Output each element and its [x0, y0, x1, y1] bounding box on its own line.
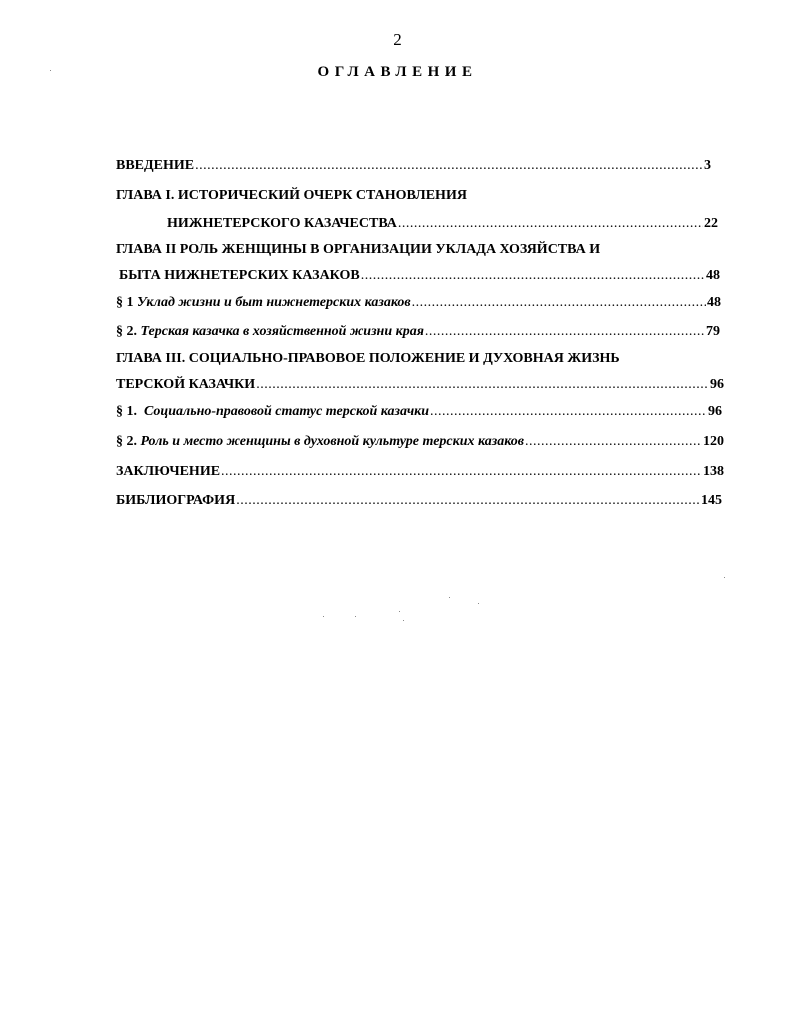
- toc-entry-page: 48: [707, 295, 721, 310]
- toc-entry-page: 120: [703, 434, 724, 449]
- page-title: ОГЛАВЛЕНИЕ: [317, 64, 478, 80]
- dot-leader: [256, 377, 709, 393]
- toc-entry-page: 96: [710, 377, 724, 392]
- dot-leader: [236, 493, 700, 509]
- scan-speck: [403, 620, 404, 621]
- toc-entry-chapter1-line2: [167, 216, 718, 232]
- dot-leader: [430, 404, 707, 420]
- toc-entry-label: ВВЕДЕНИЕ: [116, 158, 195, 173]
- dot-leader: [398, 216, 703, 232]
- toc-entry-section: [116, 404, 722, 420]
- toc-entry-label: БЫТА НИЖНЕТЕРСКИХ КАЗАКОВ: [119, 268, 360, 283]
- toc-entry-intro: [116, 158, 711, 174]
- toc-entry-chapter3-line1: ГЛАВА III. СОЦИАЛЬНО-ПРАВОВОЕ ПОЛОЖЕНИЕ И ДУХОВНАЯ ЖИЗНЬ: [116, 351, 620, 366]
- toc-entry-page: 96: [708, 404, 722, 419]
- section-number: § 2.: [116, 434, 137, 449]
- scan-speck: [355, 616, 356, 617]
- toc-entry-page: 3: [704, 158, 711, 173]
- toc-entry-chapter3-line2: [116, 377, 724, 393]
- toc-entry-section: [116, 434, 724, 450]
- dot-leader: [195, 158, 703, 174]
- toc-entry-page: 145: [701, 493, 722, 508]
- toc-entry-section: [116, 324, 720, 340]
- toc-entry-label: БИБЛИОГРАФИЯ: [116, 493, 236, 508]
- toc-entry-bibliography: [116, 493, 722, 509]
- toc-entry-chapter2-line1: ГЛАВА II РОЛЬ ЖЕНЩИНЫ В ОРГАНИЗАЦИИ УКЛАДА ХОЗЯЙСТВА И: [116, 242, 601, 257]
- toc-entry-page: 22: [704, 216, 718, 231]
- toc-entry-page: 79: [706, 324, 720, 339]
- toc-entry-page: 138: [703, 464, 724, 479]
- dot-leader: [412, 295, 706, 311]
- scan-speck: [478, 603, 479, 604]
- section-number: § 1.: [116, 404, 137, 419]
- section-number: § 2.: [116, 324, 137, 339]
- toc-entry-label: НИЖНЕТЕРСКОГО КАЗАЧЕСТВА: [167, 216, 397, 231]
- toc-entry-conclusion: [116, 464, 724, 480]
- section-title: Терская казачка в хозяйственной жизни края: [140, 324, 424, 339]
- dot-leader: [361, 268, 705, 284]
- toc-entry-chapter1-line1: ГЛАВА I. ИСТОРИЧЕСКИЙ ОЧЕРК СТАНОВЛЕНИЯ: [116, 188, 467, 203]
- scan-speck: [323, 616, 324, 617]
- dot-leader: [525, 434, 702, 450]
- scan-speck: [449, 597, 450, 598]
- section-title: Роль и место женщины в духовной культуре терских казаков: [140, 434, 525, 449]
- toc-entry-chapter2-line2: [119, 268, 720, 284]
- scan-speck: [399, 611, 400, 612]
- section-title: Социально-правовой статус терской казачки: [144, 404, 430, 419]
- dot-leader: [425, 324, 705, 340]
- section-title: Уклад жизни и быт нижнетерских казаков: [137, 295, 411, 310]
- dot-leader: [221, 464, 702, 480]
- toc-entry-label: ЗАКЛЮЧЕНИЕ: [116, 464, 221, 479]
- toc-entry-label: ТЕРСКОЙ КАЗАЧКИ: [116, 377, 256, 392]
- toc-entry-section: [116, 295, 721, 311]
- section-number: § 1: [116, 295, 134, 310]
- scan-speck: [724, 577, 725, 578]
- scan-speck: [50, 70, 51, 71]
- page-number: 2: [393, 30, 402, 49]
- toc-entry-page: 48: [706, 268, 720, 283]
